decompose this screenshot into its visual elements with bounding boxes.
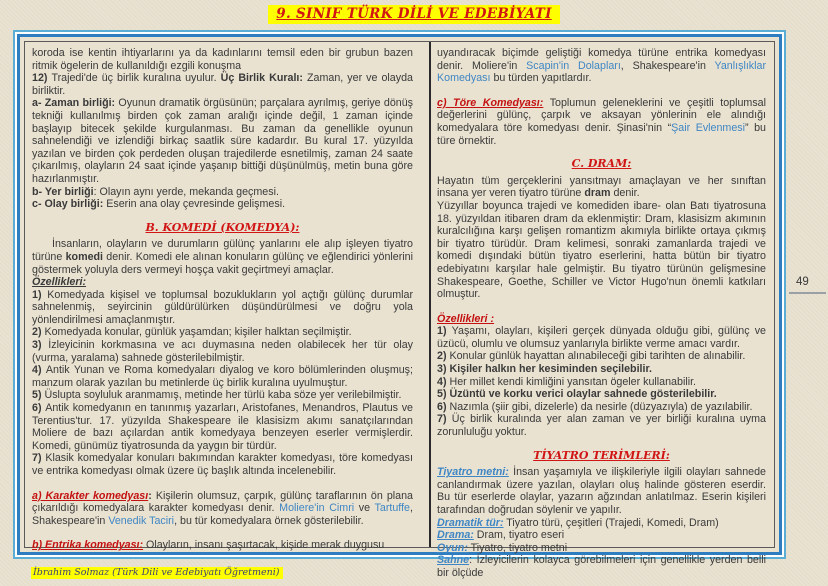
left-column bbox=[25, 42, 429, 552]
text-run: Oyunun dramatik örgüsünün; parçalara ayrılmış, geriye dönüş tekniği kullanılmış birden çok zaman aralığı içinde değil, 1 zaman içinde başlayıp bitecek şekilde kurgulanması. Bu zaman da genellikle oyunun sahnelendiği ve izlendiği birkaç saatlik süre kadardır. Bu kural 17. yüzyılda yazılan ve birden çok perdeden oluşan trajedilerde esnetilmiş, zaman 24 saate çıkarılmış, olayların 24 saat içinde yaşanıp bittiği düşünülmüş, metin buna göre hazırlanmıştır. bbox=[32, 97, 413, 185]
text-run: Tiyatro türü, çeşitleri (Trajedi, Komedi, Dram) bbox=[503, 516, 719, 529]
page-title: 9. SINIF TÜRK DİLİ VE EDEBİYATI bbox=[268, 5, 559, 24]
text-run: b) Entrika komedyası: bbox=[32, 539, 144, 552]
text-run: Hayatın tüm gerçeklerini yansıtmayı amaçlayan ve her sınıftan insana yer veren tiyatro türüne bbox=[437, 174, 766, 200]
paragraph bbox=[32, 198, 413, 211]
text-run: komedi bbox=[65, 250, 104, 263]
paragraph bbox=[437, 376, 766, 389]
text-run: TİYATRO TERİMLERİ: bbox=[533, 448, 670, 462]
text-run: Özellikleri: bbox=[32, 276, 87, 289]
paragraph bbox=[437, 517, 766, 530]
text-run: 5) bbox=[32, 389, 45, 402]
paragraph bbox=[437, 529, 766, 542]
paragraph bbox=[32, 47, 413, 72]
text-run: 7) bbox=[437, 413, 452, 426]
text-run: Drama: bbox=[437, 529, 474, 542]
text-run: , bu tür komedyalara örnek gösterilebilir. bbox=[174, 514, 364, 527]
right-column bbox=[429, 42, 774, 579]
footer-author: İbrahim Solmaz (Türk Dili ve Edebiyatı Öğretmeni) bbox=[31, 567, 283, 579]
text-run: 5) bbox=[437, 388, 450, 401]
paragraph bbox=[32, 72, 413, 97]
text-run: Moliere'in Cimri bbox=[279, 502, 355, 515]
paragraph bbox=[437, 350, 766, 363]
text-run: denir. bbox=[610, 187, 640, 200]
text-run: Her millet kendi kimliğini yansıtan ögeler kullanabilir. bbox=[449, 375, 697, 388]
section-heading bbox=[437, 450, 766, 463]
paragraph bbox=[437, 313, 766, 326]
text-run: 7) bbox=[32, 452, 46, 465]
text-run: c- Olay birliği: bbox=[32, 198, 104, 211]
text-run: 1) bbox=[437, 325, 452, 338]
text-run: 4) bbox=[437, 375, 450, 388]
text-run: : İzleyicilerin kolayca görebilmeleri için genellikle yerden belli bir ölçüde bbox=[437, 554, 766, 579]
text-run: Yanlışlıklar Komedyası bbox=[437, 59, 767, 85]
section-heading bbox=[437, 158, 766, 171]
paragraph bbox=[437, 466, 766, 516]
text-run: Nazımla (şiir gibi, dizelerle) da nesirle (düzyazıyla) de yazılabilir. bbox=[449, 400, 753, 413]
paragraph bbox=[437, 47, 766, 85]
paragraph bbox=[437, 363, 766, 376]
paragraph bbox=[32, 289, 413, 327]
text-run: Antik komedyanın en tanınmış yazarları, Aristofanes, Menandros, Plautus ve Terentius'tur. 17. yüzyılda Shakespeare ile klasisizm akımı sanatçılarından Moliere de bazı açılardan antik komedyaya benzeyen eserler vermişlerdir. Komedi, günümüz tiyatrosunda da yaygın bir türdür. bbox=[32, 402, 413, 452]
text-run: a- Zaman birliği: bbox=[32, 97, 119, 110]
paragraph bbox=[437, 200, 766, 301]
paragraph bbox=[32, 276, 413, 289]
text-run: Antik Yunan ve Roma komedyaları diyalog ve koro bölümlerinden oluşmuş; manzum olarak yazılan bu metinlerde üç birlik kuralına uyulmuştur. bbox=[32, 364, 413, 389]
text-run: , Shakespeare'in bbox=[32, 502, 413, 527]
text-run: Üç birlik kuralında yer alan zaman ve yer birliği kuralına uyma zorunluluğu yoktur. bbox=[437, 413, 766, 439]
paragraph bbox=[437, 388, 766, 401]
text-run: B. KOMEDİ (KOMEDYA): bbox=[145, 220, 300, 234]
text-run: Komedyada kişisel ve toplumsal bozuklukların yol açtığı gülünç durumlar sahnelenmiş, seyircinin güldürülürken düşündürülmesi ve doğru yola yönlendirilmesi amaçlanmıştır. bbox=[32, 288, 413, 326]
paragraph bbox=[437, 401, 766, 414]
text-run: 3) bbox=[32, 339, 49, 352]
paragraph bbox=[32, 326, 413, 339]
text-run: : Olayın aynı yerde, mekanda geçmesi. bbox=[93, 185, 279, 198]
text-run: 4) bbox=[32, 364, 46, 377]
paragraph bbox=[437, 97, 766, 147]
paragraph bbox=[32, 238, 413, 276]
text-run: 2) bbox=[32, 326, 45, 339]
text-run: ” bu türe örnektir. bbox=[437, 121, 766, 147]
text-run: İzleyicinin korkmasına ve acı duymasına neden olabilecek her tür olay (vurma, yaralama) sahnede gösterilebilmiştir. bbox=[32, 339, 414, 364]
text-run: Komedyada konular, günlük yaşamdan; kişiler halktan seçilmiştir. bbox=[44, 326, 352, 339]
text-run: b- Yer birliği bbox=[32, 185, 94, 198]
text-run: : bbox=[148, 489, 156, 502]
text-run: Scapin'in Dolapları bbox=[526, 59, 621, 72]
text-run: Klasik komedyalar konuları bakımından karakter komedyası, töre komedyası ve entrika komedyası olmak üzere üç başlık altında incelenebilir. bbox=[32, 452, 413, 477]
paragraph bbox=[32, 97, 413, 185]
page-header bbox=[0, 5, 828, 23]
text-run: Venedik Taciri bbox=[108, 514, 175, 527]
page-number: 49 bbox=[789, 276, 826, 294]
paragraph bbox=[437, 542, 766, 555]
paragraph bbox=[32, 339, 413, 364]
text-run: Üzüntü ve korku verici olaylar sahnede gösterilebilir. bbox=[449, 388, 717, 401]
paragraph bbox=[32, 389, 413, 402]
text-run: denir. Komedi ele alınan konuların gülünç ve eğlendirici yönlerini göstermek yoluyla ders vermeyi hoşça vakit geçirtmeyi amaçlar. bbox=[32, 250, 413, 276]
text-run: 12) bbox=[32, 72, 52, 85]
text-run: Konular günlük hayattan alınabileceği gibi tarihten de alınabilir. bbox=[449, 350, 746, 363]
paragraph bbox=[32, 402, 413, 452]
text-run: Üslupta soyluluk aranmamış, metinde her türlü kaba söze yer verilebilmiştir. bbox=[44, 389, 402, 402]
text-run: 6) bbox=[32, 402, 46, 415]
text-run: Olayların, insanı şaşırtacak, kişide merak duygusu bbox=[143, 539, 385, 552]
text-run: Yüzyıllar boyunca trajedi ve komediden ibare- olan Batı tiyatrosuna 18. yüzyıldan itibaren dram da eklenmiştir: Dram, klasisizm akımının kuralcılığına karşı gelişen romantizm akımıyla birlikte ortaya çıkmış bir tiyatro türüdür. Dram kelimesi, sonraki zamanlarda trajedi ve komedi dışındaki bütün tiyatro eserlerini, hatta bütün bir tiyatro edebiyatını karşılar hale gelmiştir. Bu tiyatro türünün gelişmesine Shakespeare, Goethe, Schiller ve Victor Hugo'nun önemli katkıları olmuştur. bbox=[437, 199, 766, 301]
text-run: Dram, tiyatro eseri bbox=[473, 529, 565, 542]
text-run: dram bbox=[584, 187, 611, 200]
text-run: 6) bbox=[437, 400, 450, 413]
text-run: Toplumun geleneklerini ve çeşitli toplumsal değerlerini gülünç, çarpık ve aksayan yönlerinin ele alındığı komedyalara töre komedyası denir. Şinasi'nin “ bbox=[437, 96, 766, 134]
text-run: Tiyatro metni: bbox=[437, 466, 509, 479]
text-run: İnsanların, olayların ve durumların gülünç yanlarını ele alıp işleyen tiyatro türüne bbox=[32, 238, 413, 263]
text-run: Dramatik tür: bbox=[437, 516, 504, 529]
paragraph bbox=[32, 539, 413, 552]
text-run: 2) bbox=[437, 350, 450, 363]
text-run: Tiyatro, tiyatro metni bbox=[467, 541, 568, 554]
text-run: c) Töre Komedyası: bbox=[437, 96, 544, 109]
text-run: a) Karakter komedyası bbox=[32, 489, 149, 502]
text-run: Üç Birlik Kuralı: bbox=[220, 72, 303, 85]
text-run: koroda ise kentin ihtiyarlarını ya da kadınlarını temsil eden bir grubun bazen ritmik ögelerin de kullanıldığı ezgili konuşma bbox=[32, 47, 413, 72]
text-run: Kişilerin olumsuz, çarpık, gülünç taraflarının ön plana çıkarıldığı komedyalara karakter komedyası denir. bbox=[32, 489, 413, 515]
text-run: Oyun: bbox=[437, 541, 468, 554]
text-run: 3) Kişiler halkın her kesiminden seçilebilir. bbox=[437, 363, 653, 376]
text-run: Zaman, yer ve olayda birliktir. bbox=[32, 72, 413, 97]
text-run: bu türden yapıtlardır. bbox=[490, 72, 592, 85]
paragraph bbox=[32, 186, 413, 199]
section-heading bbox=[32, 222, 413, 235]
paragraph bbox=[32, 452, 413, 477]
text-run: 1) bbox=[32, 288, 48, 301]
paragraph bbox=[437, 175, 766, 200]
text-run: Tartuffe bbox=[374, 502, 410, 515]
text-run: Özellikleri : bbox=[437, 312, 495, 325]
paragraph bbox=[437, 325, 766, 350]
paragraph bbox=[437, 554, 766, 579]
text-run: İnsan yaşamıyla ve ilişkileriyle ilgili olayları sahnede canlandırmak üzere yazılan, olayları oluş halinde gösteren eserdir. Bu tür eserlerde olaylar, yazarın ağzından anlatılmaz. Eserin kişileri tarafından doğrudan söylenir ve yapılır. bbox=[437, 466, 766, 516]
text-run: C. DRAM: bbox=[571, 157, 632, 171]
text-run: Eserin ana olay çevresinde gelişmesi. bbox=[103, 198, 286, 211]
paragraph bbox=[32, 364, 413, 389]
text-run: Sahne bbox=[437, 554, 470, 567]
text-run: , Shakespeare'in bbox=[620, 59, 715, 72]
text-run: uyandıracak biçimde geliştiği komedya türüne entrika komedyası denir. Moliere'in bbox=[437, 47, 766, 72]
text-run: ve bbox=[354, 502, 375, 515]
text-run: Trajedi'de üç birlik kuralına uyulur. bbox=[51, 72, 221, 85]
paragraph bbox=[437, 413, 766, 438]
text-run: Şair Evlenmesi bbox=[671, 121, 745, 134]
text-run: Yaşamı, olayları, kişileri gerçek dünyada olduğu gibi, gülünç ve üzücü, olumlu ve olumsuz yanlarıyla birlikte verme amacı vardır. bbox=[437, 325, 766, 350]
paragraph bbox=[32, 490, 413, 528]
page-footer bbox=[31, 562, 283, 580]
